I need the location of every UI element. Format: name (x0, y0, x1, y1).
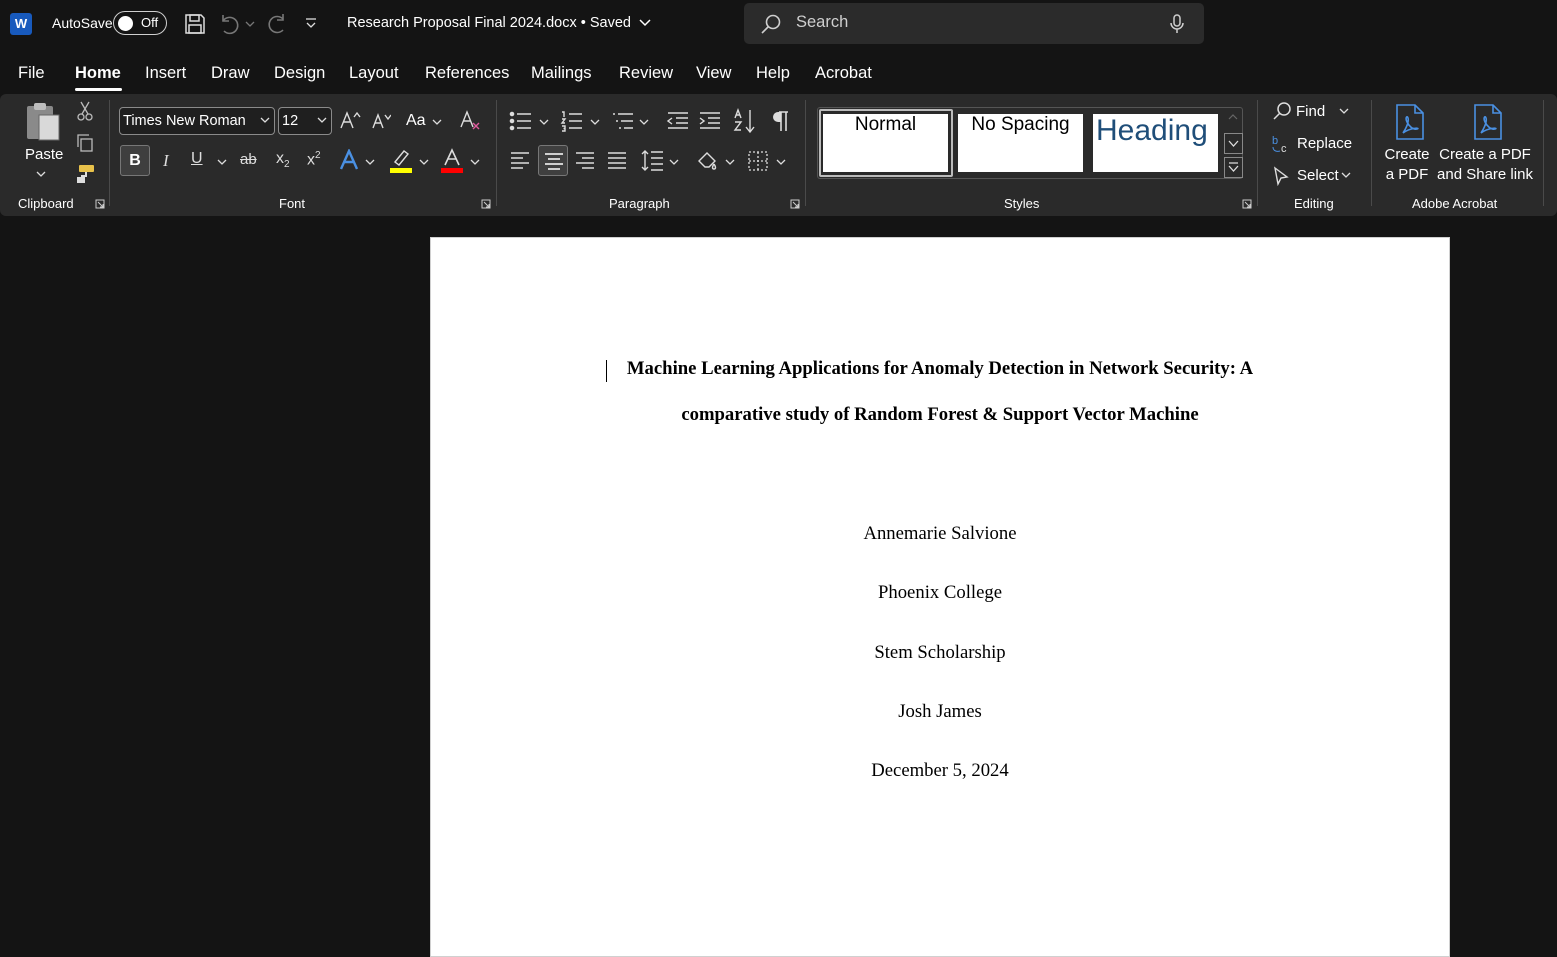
cut-icon[interactable] (76, 101, 94, 121)
create-pdf-label-2: a PDF (1385, 166, 1429, 183)
replace-button[interactable]: Replace (1297, 135, 1353, 152)
paste-button[interactable]: Paste (25, 146, 64, 163)
align-left-icon[interactable] (509, 150, 531, 170)
align-center-icon (543, 151, 565, 171)
undo-dropdown-icon[interactable] (245, 20, 255, 28)
create-share-pdf-button[interactable] (1436, 145, 1534, 185)
undo-icon[interactable] (217, 12, 241, 36)
underline-icon[interactable]: U (191, 150, 203, 167)
tab-references[interactable]: References (425, 64, 510, 82)
italic-icon[interactable]: I (163, 151, 169, 170)
replace-icon[interactable] (1271, 134, 1293, 154)
editing-group-label: Editing (1294, 196, 1334, 211)
paste-dropdown-icon[interactable] (36, 170, 46, 178)
font-color-dropdown-icon[interactable] (470, 158, 480, 166)
tab-file[interactable]: File (18, 64, 45, 82)
doc-title-line-2[interactable]: comparative study of Random Forest & Support Vector Machine (681, 404, 1199, 425)
line-spacing-dropdown-icon[interactable] (669, 158, 679, 166)
shrink-font-icon[interactable] (371, 112, 391, 130)
microphone-icon[interactable] (1169, 13, 1185, 35)
group-separator (1371, 100, 1372, 206)
sort-icon[interactable] (733, 108, 757, 134)
font-size-combo[interactable] (278, 107, 332, 135)
highlight-color-bar (390, 168, 412, 173)
create-pdf-icon[interactable] (1394, 103, 1426, 141)
borders-dropdown-icon[interactable] (776, 158, 786, 166)
word-logo-icon: W (10, 13, 32, 35)
expand-gallery-icon (1228, 162, 1239, 173)
align-center-button[interactable] (538, 145, 568, 176)
font-group-label: Font (279, 196, 306, 211)
tab-help[interactable]: Help (756, 64, 790, 82)
underline-dropdown-icon[interactable] (217, 158, 227, 166)
clear-formatting-icon[interactable] (459, 109, 483, 131)
tab-draw[interactable]: Draw (211, 64, 250, 82)
font-name-value: Times New Roman (123, 113, 246, 129)
borders-icon[interactable] (747, 150, 769, 172)
doc-date[interactable]: December 5, 2024 (871, 760, 1009, 781)
styles-launcher-icon[interactable] (1242, 199, 1252, 209)
tab-review[interactable]: Review (619, 64, 674, 82)
doc-course[interactable]: Stem Scholarship (874, 642, 1006, 663)
strikethrough-icon[interactable]: ab (240, 151, 257, 168)
chevron-down-icon (1228, 140, 1239, 148)
group-separator (1543, 100, 1544, 206)
font-color-icon[interactable] (440, 148, 464, 174)
active-tab-indicator (75, 88, 122, 91)
group-separator (805, 100, 806, 206)
highlight-dropdown-icon[interactable] (419, 158, 429, 166)
change-case-button[interactable]: Aa (406, 112, 426, 129)
tab-mailings[interactable]: Mailings (531, 64, 592, 82)
customize-toolbar-icon[interactable] (305, 17, 317, 31)
search-placeholder: Search (796, 13, 849, 31)
decrease-indent-icon[interactable] (666, 110, 690, 132)
document-title[interactable] (347, 15, 651, 31)
style-no-spacing[interactable]: No Spacing (958, 114, 1083, 172)
multilevel-dropdown-icon[interactable] (639, 118, 649, 126)
group-separator (496, 100, 497, 206)
font-size-value: 12 (282, 113, 299, 129)
create-pdf-label-1: Create (1384, 146, 1430, 163)
grow-font-icon[interactable] (339, 110, 361, 130)
create-share-label-2: and Share link (1437, 166, 1533, 183)
find-icon[interactable] (1272, 101, 1292, 121)
font-name-combo[interactable] (119, 107, 275, 135)
styles-scroll-down-button[interactable] (1224, 133, 1243, 154)
superscript-icon[interactable]: $x^2$ (307, 150, 321, 169)
clipboard-launcher-icon[interactable] (95, 199, 105, 209)
chevron-down-icon (260, 116, 270, 124)
toggle-knob (118, 16, 133, 31)
doc-institution[interactable]: Phoenix College (877, 582, 1003, 603)
chevron-down-icon (639, 19, 651, 27)
tab-design[interactable]: Design (274, 64, 326, 82)
format-painter-icon[interactable] (74, 163, 96, 185)
tab-home[interactable]: Home (75, 64, 121, 82)
select-button[interactable]: Select (1297, 167, 1339, 184)
select-cursor-icon[interactable] (1273, 166, 1291, 186)
styles-more-button[interactable] (1224, 157, 1243, 178)
tab-layout[interactable]: Layout (349, 64, 399, 82)
document-title-text: Research Proposal Final 2024.docx • Saved (347, 15, 631, 31)
clipboard-group-label: Clipboard (18, 196, 74, 211)
copy-icon[interactable] (75, 133, 95, 153)
create-share-pdf-icon[interactable] (1472, 103, 1506, 141)
style-normal[interactable]: Normal (823, 114, 948, 172)
svg-text:c: c (1281, 143, 1287, 154)
group-separator (1257, 100, 1258, 206)
paragraph-launcher-icon[interactable] (790, 199, 800, 209)
redo-icon[interactable] (265, 12, 289, 36)
numbering-dropdown-icon[interactable] (590, 118, 600, 126)
autosave-label: AutoSave (52, 15, 113, 31)
bullets-icon[interactable] (509, 110, 533, 132)
numbering-icon[interactable] (560, 110, 584, 132)
shading-dropdown-icon[interactable] (725, 158, 735, 166)
subscript-icon[interactable]: $x_2$ (276, 150, 290, 171)
doc-author[interactable]: Annemarie Salvione (863, 523, 1017, 544)
bold-button[interactable] (120, 145, 150, 176)
create-pdf-button[interactable] (1380, 145, 1434, 185)
tab-acrobat[interactable]: Acrobat (815, 64, 872, 82)
bold-icon: B (129, 152, 141, 169)
acrobat-group-label: Adobe Acrobat (1412, 196, 1498, 211)
create-share-label-1: Create a PDF (1439, 146, 1531, 163)
chevron-down-icon (317, 116, 327, 124)
select-dropdown-icon[interactable] (1341, 171, 1351, 179)
increase-indent-icon[interactable] (698, 110, 722, 132)
text-effects-icon[interactable] (339, 149, 359, 171)
doc-instructor[interactable]: Josh James (898, 701, 982, 722)
text-effects-dropdown-icon[interactable] (365, 158, 375, 166)
document-page[interactable] (430, 237, 1450, 957)
find-dropdown-icon[interactable] (1339, 107, 1349, 115)
svg-text:b: b (1272, 135, 1279, 147)
font-launcher-icon[interactable] (481, 199, 491, 209)
align-right-icon[interactable] (574, 150, 596, 170)
multilevel-list-icon[interactable] (611, 110, 635, 132)
paragraph-group-label: Paragraph (609, 196, 670, 211)
save-icon[interactable] (183, 12, 207, 36)
autosave-toggle[interactable] (113, 11, 167, 35)
find-button[interactable]: Find (1296, 103, 1326, 120)
tab-insert[interactable]: Insert (145, 64, 187, 82)
style-heading[interactable]: Heading (1093, 114, 1218, 172)
shading-icon[interactable] (696, 149, 720, 173)
change-case-dropdown-icon[interactable] (432, 118, 442, 126)
styles-scroll-up-icon[interactable] (1228, 113, 1238, 121)
show-formatting-marks-icon[interactable] (771, 110, 789, 132)
paste-icon[interactable] (24, 101, 64, 143)
highlight-icon[interactable] (389, 148, 413, 174)
doc-title-line-1[interactable]: Machine Learning Applications for Anomaly Detection in Network Security: A (626, 358, 1254, 379)
autosave-state: Off (141, 15, 159, 30)
group-separator (109, 100, 110, 206)
line-spacing-icon[interactable] (641, 149, 665, 171)
bullets-dropdown-icon[interactable] (539, 118, 549, 126)
justify-icon[interactable] (606, 150, 628, 170)
tab-view[interactable]: View (696, 64, 732, 82)
search-icon (760, 13, 782, 35)
styles-group-label: Styles (1004, 196, 1040, 211)
